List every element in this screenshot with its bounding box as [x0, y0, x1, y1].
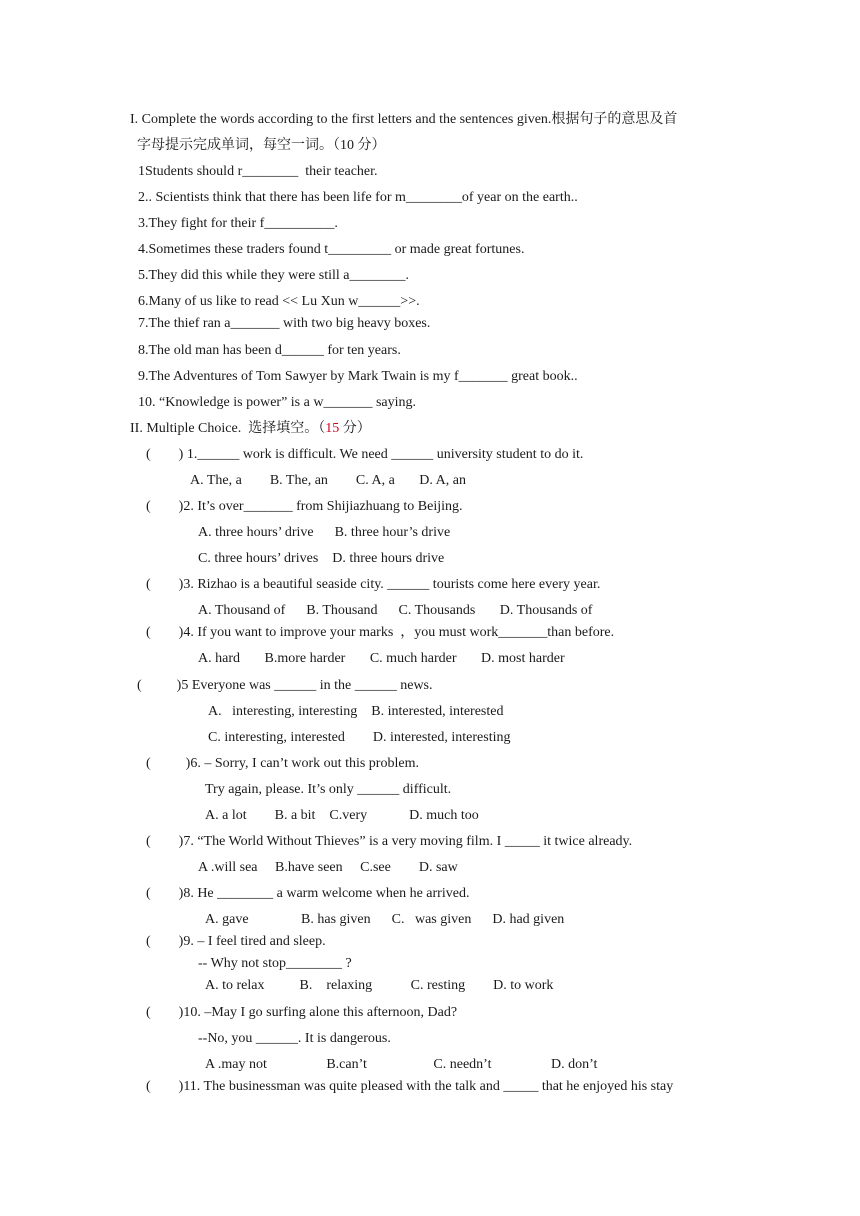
q5-options-b: C. interesting, interested D. interested, interesting	[208, 730, 511, 745]
s1-item-10: 10. “Knowledge is power” is a w_______ saying.	[138, 395, 417, 410]
q10-reply: --No, you ______. It is dangerous.	[198, 1031, 391, 1046]
q7-options: A .will sea B.have seen C.see D. saw	[198, 860, 458, 875]
s1-item-3: 3.They fight for their f__________.	[138, 216, 338, 231]
q5: ( )5 Everyone was ______ in the ______ news.	[137, 678, 433, 693]
q4-options: A. hard B.more harder C. much harder D. most harder	[198, 651, 565, 666]
q2-options-b: C. three hours’ drives D. three hours drive	[198, 551, 445, 566]
q7: ( )7. “The World Without Thieves” is a very moving film. I _____ it twice already.	[146, 834, 633, 849]
q2: ( )2. It’s over_______ from Shijiazhuang to Beijing.	[146, 499, 463, 514]
q1-options: A. The, a B. The, an C. A, a D. A, an	[190, 473, 466, 488]
q9: ( )9. – I feel tired and sleep.	[146, 934, 326, 949]
q10-options: A .may not B.can’t C. needn’t D. don’t	[205, 1057, 598, 1072]
q8-options: A. gave B. has given C. was given D. had given	[205, 912, 565, 927]
q11: ( )11. The businessman was quite pleased with the talk and _____ that he enjoyed his stay	[146, 1079, 674, 1094]
q9-options: A. to relax B. relaxing C. resting D. to work	[205, 978, 554, 993]
section1-heading-cont: 字母提示完成单词，每空一词。（10 分）	[137, 138, 386, 153]
q2-options-a: A. three hours’ drive B. three hour’s drive	[198, 525, 451, 540]
q3-options: A. Thousand of B. Thousand C. Thousands D. Thousands of	[198, 603, 593, 618]
s1-item-4: 4.Sometimes these traders found t_________ or made great fortunes.	[138, 242, 525, 257]
q1: ( ) 1.______ work is difficult. We need ______ university student to do it.	[146, 447, 584, 462]
s1-item-9: 9.The Adventures of Tom Sawyer by Mark Twain is my f_______ great book..	[138, 369, 578, 384]
s1-item-2: 2.. Scientists think that there has been life for m________of year on the earth..	[138, 190, 578, 205]
q6-reply: Try again, please. It’s only ______ difficult.	[205, 782, 452, 797]
q6: ( )6. – Sorry, I can’t work out this problem.	[146, 756, 419, 771]
q3: ( )3. Rizhao is a beautiful seaside city. ______ tourists come here every year.	[146, 577, 601, 592]
s1-item-7: 7.The thief ran a_______ with two big heavy boxes.	[138, 316, 431, 331]
s1-item-8: 8.The old man has been d______ for ten years.	[138, 343, 401, 358]
section2-score: 15	[325, 421, 340, 436]
s1-item-5: 5.They did this while they were still a________.	[138, 268, 410, 283]
section2-heading-text: II. Multiple Choice. 选择填空。（	[130, 421, 326, 436]
s1-item-1: 1Students should r________ their teacher.	[138, 164, 378, 179]
s1-item-6: 6.Many of us like to read << Lu Xun w______>>.	[138, 294, 420, 309]
q8: ( )8. He ________ a warm welcome when he arrived.	[146, 886, 470, 901]
section1-heading: I. Complete the words according to the first letters and the sentences given.根据句子的意思及首	[130, 112, 678, 127]
section2-heading-suffix: 分）	[339, 421, 371, 436]
q10: ( )10. –May I go surfing alone this afternoon, Dad?	[146, 1005, 458, 1020]
q9-reply: -- Why not stop________ ?	[198, 956, 352, 971]
section2-heading	[130, 420, 371, 438]
q4: ( )4. If you want to improve your marks ，you must work_______than before.	[146, 625, 615, 640]
q6-options: A. a lot B. a bit C.very D. much too	[205, 808, 479, 823]
q5-options-a: A. interesting, interesting B. interested, interested	[208, 704, 504, 719]
